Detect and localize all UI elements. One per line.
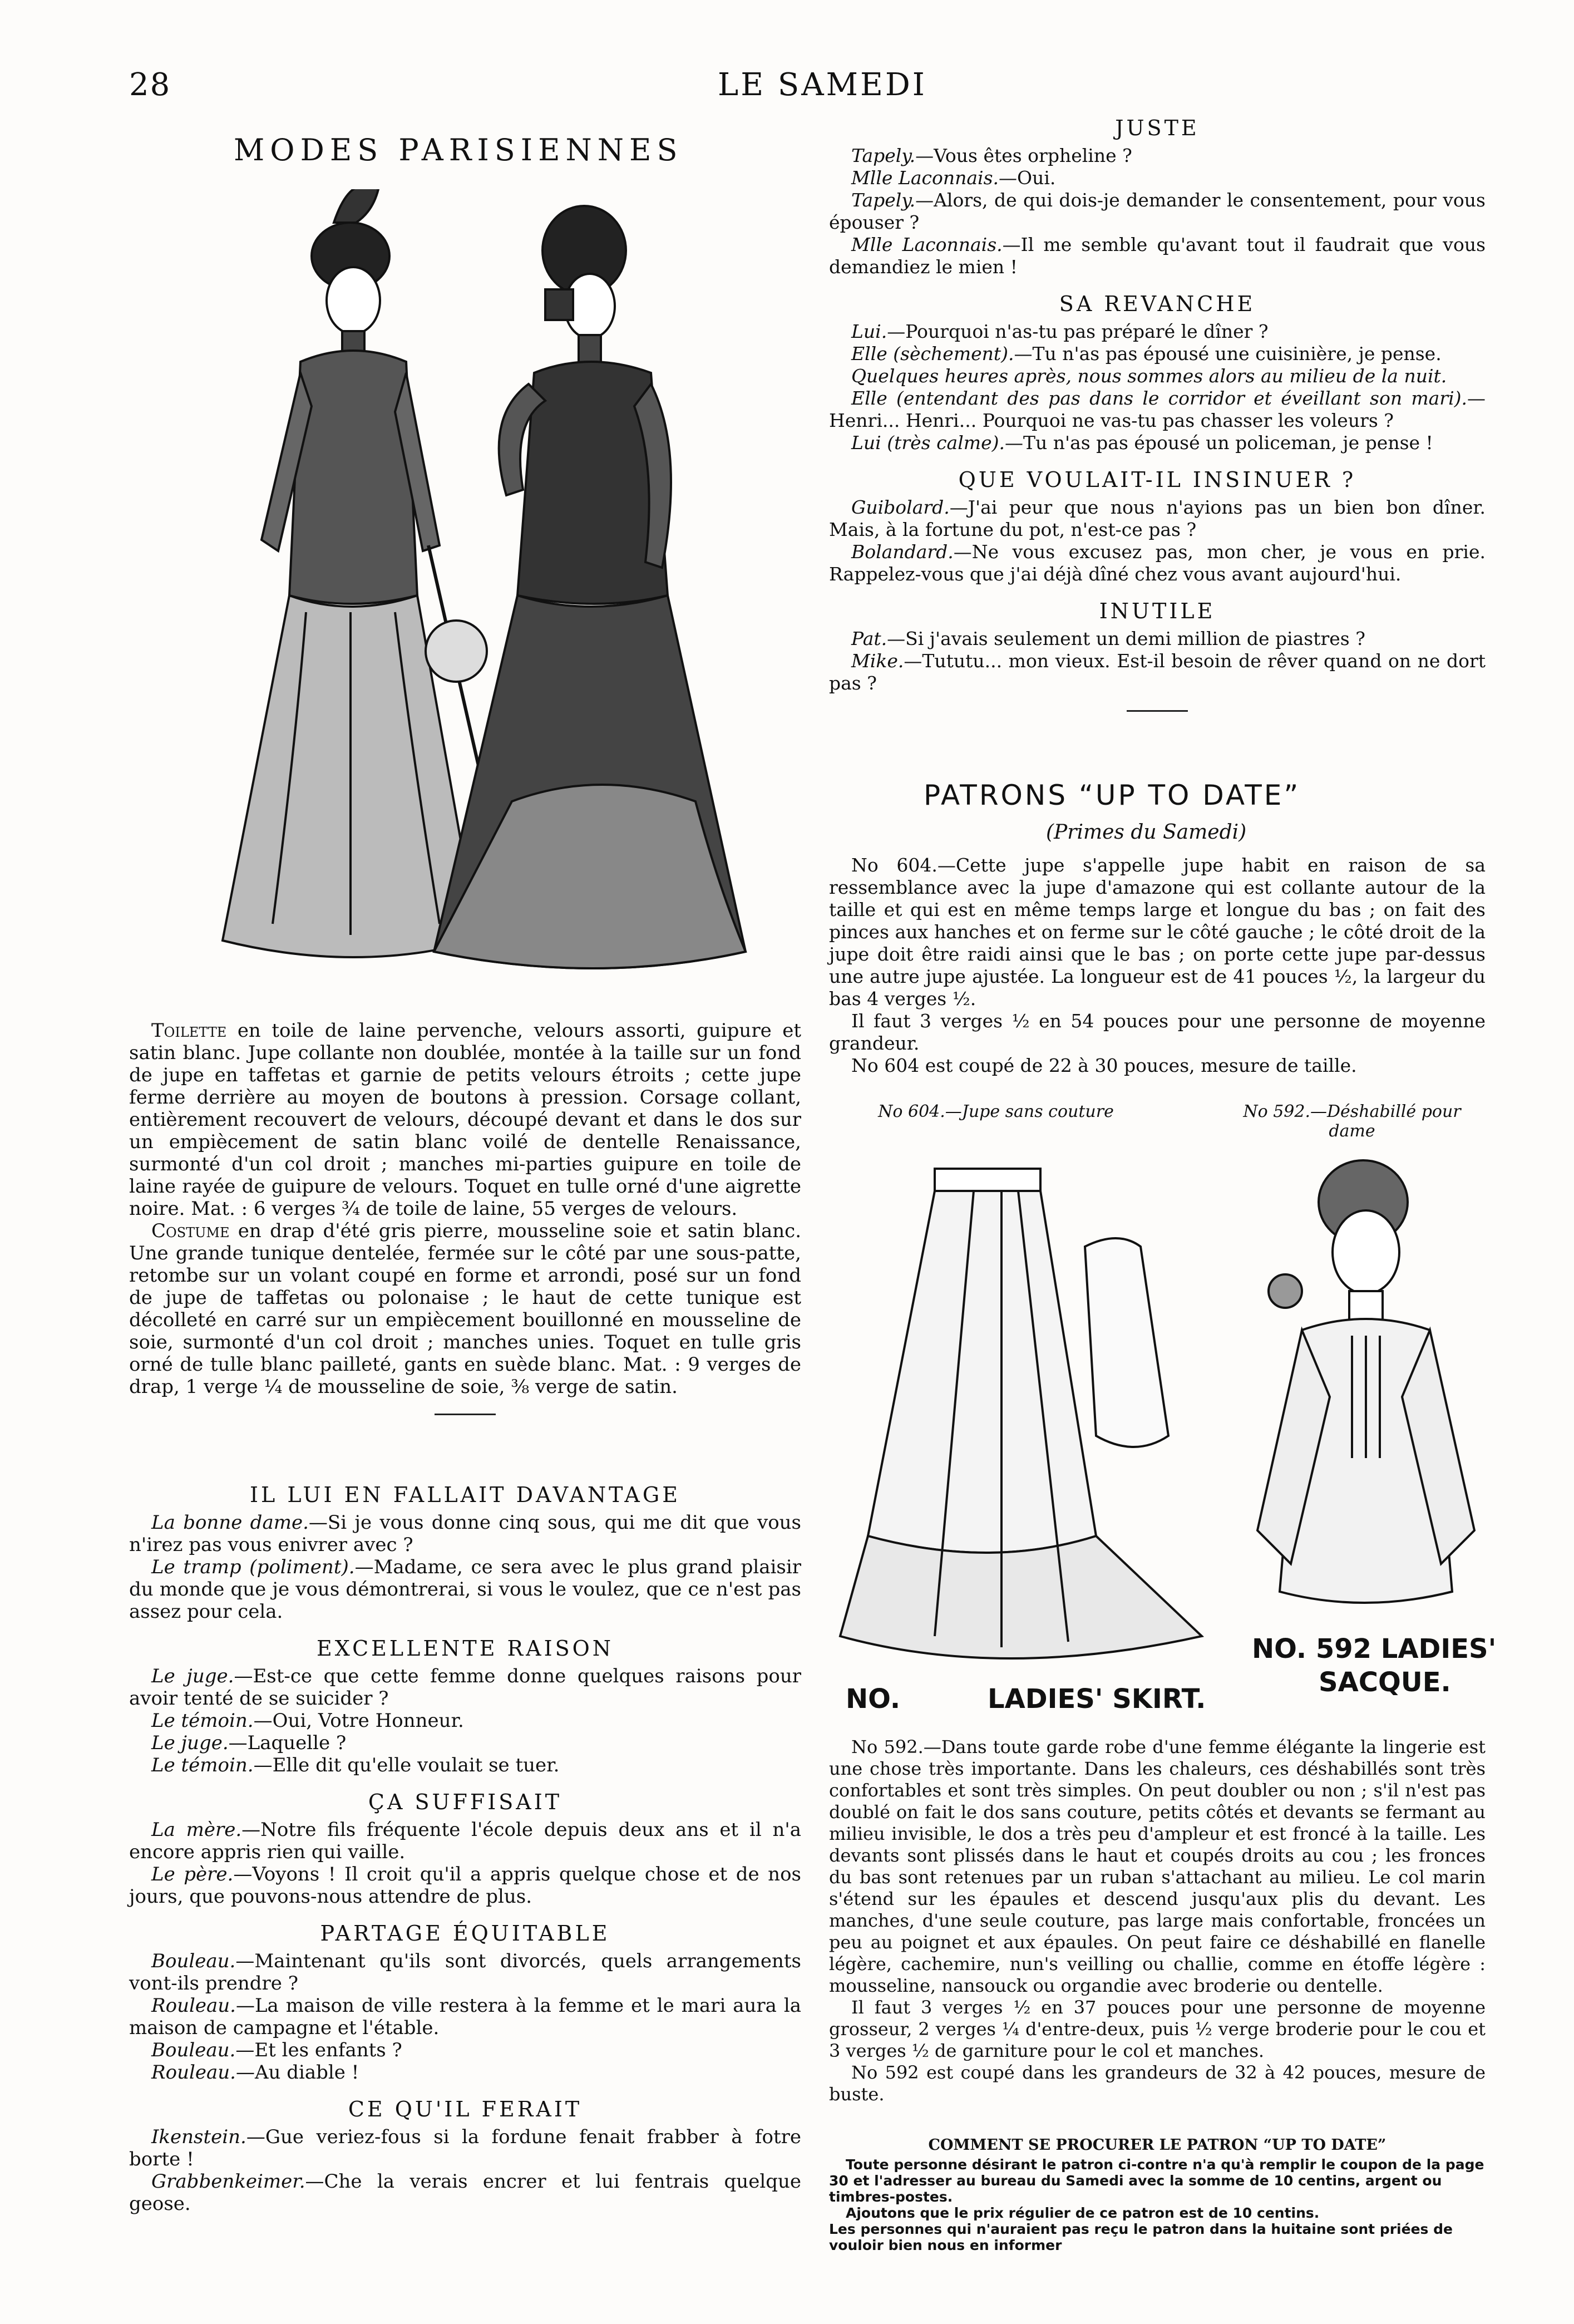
sacque-label-1: NO. 592 LADIES'	[1252, 1633, 1497, 1665]
howto-line-1: Toute personne désirant le patron ci-contre n'a qu'à remplir le coupon de la page 30 et l'adresser au bureau du Samedi avec la somme de 10 centins, argent ou timbres-postes.	[829, 2156, 1484, 2205]
howto-title: COMMENT SE PROCURER LE PATRON “UP TO DATE”	[928, 2136, 1386, 2154]
joke-line: —Ne vous excusez pas, mon cher, je vous en prie. Rappelez-vous que j'ai déjà dîné chez vous avant aujourd'hui.	[829, 541, 1486, 585]
joke-block	[829, 117, 1486, 278]
joke-speaker: Le témoin.	[151, 1754, 254, 1776]
joke-line: —Maintenant qu'ils sont divorcés, quels arrangements vont-ils prendre ?	[129, 1950, 801, 1995]
patron-604-description: No 604.—Cette jupe s'appelle jupe habit en raison de sa ressemblance avec la jupe d'amazone qui est collante autour de la taille et qui est en même temps large et longue du bas ; on fait des pinces aux hanches et on ferme sur le côté gauche ; le côté droit de la jupe doit être raidi ainsi que le bas ; on porte cette jupe par-dessus une autre jupe ajustée. La longueur est de 41 pouces ½, la largeur du bas 4 verges ½.	[829, 854, 1486, 1010]
joke-speaker: Rouleau.	[151, 1995, 236, 2017]
joke-speaker: Tapely.	[851, 189, 916, 211]
joke-line: —Laquelle ?	[228, 1732, 347, 1754]
joke-speaker: Lui (très calme).	[851, 432, 1005, 454]
howto-line-2: Ajoutons que le prix régulier de ce patron est de 10 centins.	[846, 2205, 1320, 2221]
separator	[435, 1414, 496, 1415]
caption-sacque: No 592.—Déshabillé pour dame	[1243, 1102, 1461, 1141]
howto-box	[829, 2137, 1486, 2253]
joke-speaker: Le juge.	[151, 1665, 234, 1687]
joke-line: —Il me semble qu'avant tout il faudrait que vous demandiez le mien !	[829, 234, 1486, 278]
toilette-text: en toile de laine pervenche, velours assorti, guipure et satin blanc. Jupe collante non doublée, montée à la taille sur un fond de jupe en taffetas et garnie de petits velours étroits ; cette jupe ferme derrière au moyen de boutons à pression. Corsage collant, entièrement recouvert de velours, découpé devant et dans le dos sur un empiècement de satin blanc voilé de dentelle Renaissance, surmonté d'un col droit ; manches mi-parties guipure en toile de laine rayée de guipure de velours. Toquet en tulle orné d'une aigrette noire. Mat. : 6 verges ¾ de toile de laine, 55 verges de velours.	[129, 1020, 802, 1220]
joke-speaker: Tapely.	[851, 145, 916, 166]
joke-speaker: Mike.	[851, 650, 904, 672]
joke-speaker: La bonne dame.	[151, 1511, 309, 1534]
joke-speaker: Bolandard.	[851, 541, 954, 563]
joke-speaker: Elle (sèchement).	[851, 343, 1014, 365]
joke-line: —Alors, de qui dois-je demander le consentement, pour vous épouser ?	[829, 189, 1486, 233]
skirt-illustration	[835, 1146, 1224, 1670]
patron-604-material: Il faut 3 verges ½ en 54 pouces pour une personne de moyenne grandeur.	[829, 1010, 1486, 1054]
right-jokes	[829, 117, 1486, 727]
modes-title: MODES PARISIENNES	[234, 132, 683, 168]
modes-description	[129, 1020, 801, 1431]
joke-speaker: Bouleau.	[151, 1950, 236, 1972]
joke-speaker: Ikenstein.	[151, 2126, 246, 2148]
joke-title: JUSTE	[1115, 116, 1200, 140]
patrons-604-text	[829, 854, 1486, 1077]
joke-speaker: Pat.	[851, 628, 887, 649]
joke-line: —Tu n'as pas épousé une cuisinière, je pense.	[1014, 343, 1442, 365]
joke-line: —Gue veriez-fous si la fordune fenait frabber à fotre borte !	[129, 2126, 801, 2170]
joke-block	[129, 1637, 801, 1776]
joke-line: —Tututu... mon vieux. Est-il besoin de rêver quand on ne dort pas ?	[829, 650, 1486, 694]
sacque-illustration	[1235, 1146, 1491, 1625]
joke-line: —Oui, Votre Honneur.	[253, 1710, 464, 1732]
joke-speaker: Le témoin.	[151, 1710, 254, 1732]
patrons-subtitle: (Primes du Samedi)	[1046, 821, 1247, 844]
joke-speaker: Elle (entendant des pas dans le corridor et éveillant son mari).	[851, 387, 1467, 409]
joke-speaker: Mlle Laconnais.	[851, 167, 999, 189]
joke-speaker: Quelques heures après, nous sommes alors au milieu de la nuit.	[851, 365, 1447, 387]
patron-592-description: No 592.—Dans toute garde robe d'une femme élégante la lingerie est une chose très importante. Dans les chaleurs, ces déshabillés sont très confortables et sont très simples. On peut doubler ou non ; s'il n'est pas doublé on fait le dos sans couture, petits côtés et devants se fermant au milieu invisible, le dos a très peu d'ampleur et est froncé à la taille. Les devants sont plissés dans le haut et coupés droits au cou ; les fronces du bas sont retenues par un ruban s'attachant au milieu. Le col marin s'étend sur les épaules et descend jusqu'aux plis du devant. Les manches, d'une seule couture, pas large mais confortable, froncées un peu au poignet et aux épaules. On peut faire ce déshabillé en flanelle légère, cachemire, nun's veilling ou challie, comme en étoffe légère : mousseline, nansouck ou organdie avec broderie ou dentelle.	[829, 1736, 1486, 1996]
patron-604-sizes: No 604 est coupé de 22 à 30 pouces, mesure de taille.	[851, 1055, 1357, 1076]
joke-speaker: Le juge.	[151, 1732, 229, 1754]
costume-lead: Costume	[151, 1220, 230, 1242]
joke-line: —Si j'avais seulement un demi million de piastres ?	[887, 628, 1365, 649]
joke-line: —J'ai peur que nous n'ayions pas un bien bon dîner. Mais, à la fortune du pot, n'est-ce pas ?	[829, 496, 1486, 540]
joke-title: EXCELLENTE RAISON	[316, 1636, 614, 1661]
joke-line: —Henri... Henri... Pourquoi ne vas-tu pas chasser les voleurs ?	[829, 387, 1486, 431]
joke-block	[129, 1922, 801, 2084]
joke-speaker: Rouleau.	[151, 2061, 236, 2084]
joke-line: —Si je vous donne cinq sous, qui me dit que vous n'irez pas vous enivrer avec ?	[129, 1511, 802, 1556]
skirt-label-number: NO.	[846, 1683, 901, 1715]
patron-592-sizes: No 592 est coupé dans les grandeurs de 32 à 42 pouces, mesure de buste.	[829, 2062, 1486, 2105]
joke-line: —Vous êtes orpheline ?	[915, 145, 1132, 166]
joke-speaker: Grabbenkeimer.	[151, 2170, 305, 2193]
joke-line: —Madame, ce sera avec le plus grand plaisir du monde que je vous démontrerai, si vous le voulez, que ce n'est pas assez pour cela.	[129, 1556, 801, 1623]
joke-speaker: Le tramp (poliment).	[151, 1556, 355, 1578]
page-number: 28	[129, 67, 171, 103]
sacque-label-2: SACQUE.	[1319, 1667, 1451, 1698]
joke-block	[829, 469, 1486, 585]
joke-title: ÇA SUFFISAIT	[368, 1790, 563, 1814]
patron-592-material: Il faut 3 verges ½ en 37 pouces pour une personne de moyenne grosseur, 2 verges ¼ d'entre-deux, puis ½ verge broderie pour le cou et 3 verges ½ de garniture pour le col et manches.	[829, 1997, 1486, 2061]
joke-line: —Pourquoi n'as-tu pas préparé le dîner ?	[887, 321, 1269, 342]
joke-speaker: Lui.	[851, 321, 887, 342]
joke-speaker: Guibolard.	[851, 496, 950, 518]
patrons-592-text	[829, 1736, 1486, 2105]
joke-block	[129, 1484, 801, 1623]
joke-title: QUE VOULAIT-IL INSINUER ?	[958, 467, 1356, 492]
joke-title: SA REVANCHE	[1059, 292, 1256, 316]
joke-title: IL LUI EN FALLAIT DAVANTAGE	[250, 1483, 680, 1507]
joke-line: —Che la verais encrer et lui fentrais quelque geose.	[129, 2170, 801, 2215]
joke-line: —Au diable !	[235, 2061, 359, 2084]
howto-line-3: Les personnes qui n'auraient pas reçu le patron dans la huitaine sont priées de vouloir bien nous en informer	[829, 2221, 1453, 2253]
joke-line: —Et les enfants ?	[235, 2039, 402, 2061]
costume-text: en drap d'été gris pierre, mousseline soie et satin blanc. Une grande tunique dentelée, fermée sur le côté par une sous-patte, retombe sur un volant coupé en forme et arrondi, posé sur un fond de jupe de taffetas ou polonaise ; le haut de cette tunique est décolleté en carré sur un empiècement bouillonné en mousseline de soie, surmonté d'un col droit ; manches unies. Toquet en tulle gris orné de tulle blanc pailleté, gants en suède blanc. Mat. : 9 verges de drap, 1 verge ¼ de mousseline de soie, ⅜ verge de satin.	[129, 1220, 801, 1398]
joke-title: INUTILE	[1099, 599, 1216, 623]
joke-line: —Tu n'as pas épousé un policeman, je pense !	[1004, 432, 1433, 454]
toilette-lead: Toilette	[151, 1020, 227, 1042]
joke-speaker: La mère.	[151, 1819, 242, 1841]
joke-speaker: Mlle Laconnais.	[851, 234, 1003, 255]
joke-speaker: Le père.	[151, 1863, 234, 1885]
joke-title: PARTAGE ÉQUITABLE	[320, 1921, 610, 1946]
joke-line: —Elle dit qu'elle voulait se tuer.	[253, 1754, 560, 1776]
joke-line: —Voyons ! Il croit qu'il a appris quelque chose et de nos jours, que pouvons-nous attendre de plus.	[129, 1863, 801, 1908]
skirt-label: LADIES' SKIRT.	[988, 1683, 1206, 1715]
joke-title: CE QU'IL FERAIT	[348, 2097, 583, 2121]
joke-line: —Notre fils fréquente l'école depuis deux ans et il n'a encore appris rien qui vaille.	[129, 1819, 801, 1863]
fashion-illustration	[167, 189, 779, 996]
joke-block	[129, 1791, 801, 1908]
joke-speaker: Bouleau.	[151, 2039, 236, 2061]
caption-skirt: No 604.—Jupe sans couture	[878, 1102, 1114, 1121]
joke-block	[129, 2098, 801, 2215]
joke-block	[829, 293, 1486, 454]
masthead: LE SAMEDI	[718, 67, 927, 103]
joke-block	[829, 600, 1486, 695]
patrons-title: PATRONS “UP TO DATE”	[924, 779, 1301, 811]
joke-line: —Est-ce que cette femme donne quelques raisons pour avoir tenté de se suicider ?	[129, 1665, 801, 1710]
separator	[1127, 710, 1188, 712]
joke-line: —La maison de ville restera à la femme et le mari aura la maison de campagne et l'étable.	[129, 1995, 801, 2039]
joke-line: —Oui.	[999, 167, 1056, 189]
left-jokes	[129, 1469, 801, 2215]
